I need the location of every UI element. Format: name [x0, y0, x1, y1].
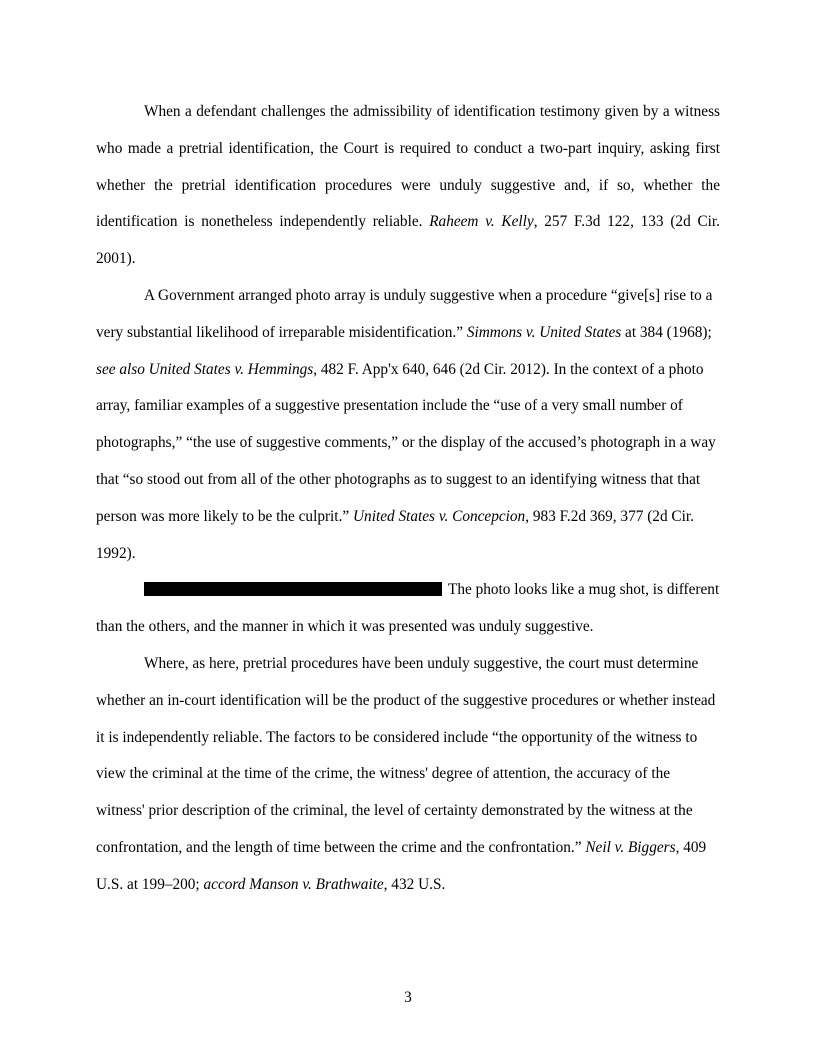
paragraph-photo-array — [96, 278, 720, 572]
case-citation-biggers: Neil v. Biggers — [585, 838, 676, 856]
case-citation-simmons: Simmons v. United States — [466, 323, 622, 341]
document-body — [96, 94, 720, 904]
redaction-bar — [144, 582, 442, 596]
paragraph-redacted-mugshot — [96, 572, 720, 646]
paragraph-text: , 482 F. App'x 640, 646 (2d Cir. 2012). In the context of a photo array, familiar examples of a suggestive presentation include the “use of a very small number of photographs,” “the use of suggestive comments,” or the display of the accused’s photograph in a way that “so stood out from all of the other photographs as to suggest to an identifying witness that that person was more likely to be the culprit.” — [96, 360, 716, 525]
case-citation-hemmings: see also United States v. Hemmings — [96, 360, 314, 378]
case-citation-manson: accord Manson v. Brathwaite — [203, 875, 384, 893]
citation-detail: , 409 U.S. at 199–200; — [96, 838, 707, 893]
page-number: 3 — [404, 989, 412, 1006]
citation-detail: , 432 U.S. — [383, 875, 446, 893]
case-citation-concepcion: United States v. Concepcion — [353, 507, 526, 525]
paragraph-identification-inquiry — [96, 94, 720, 278]
case-citation-raheem: Raheem v. Kelly — [429, 213, 534, 231]
paragraph-text: When a defendant challenges the admissibility of identification testimony given by a witness who made a pretrial identification, the Court is required to conduct a two-part inquiry, asking first whether the pretrial identification procedures were unduly suggestive and, if so, whether the identification is nonetheless independently reliable. — [96, 103, 720, 231]
citation-detail: at 384 (1968); — [621, 323, 712, 341]
paragraph-text: A Government arranged photo array is unduly suggestive when a procedure “give[s] rise to a very substantial likelihood of irreparable misidentification.” — [96, 286, 713, 341]
paragraph-reliability-factors — [96, 646, 720, 904]
citation-detail: , 983 F.2d 369, 377 (2d Cir. 1992). — [96, 507, 694, 562]
paragraph-text: Where, as here, pretrial procedures have been unduly suggestive, the court must determine whether an in-court identification will be the product of the suggestive procedures or whether instead it is independently reliable. The factors to be considered include “the opportunity of the witness to view the criminal at the time of the crime, the witness' degree of attention, the accuracy of the witness' prior description of the criminal, the level of certainty demonstrated by the witness at the confrontation, and the length of time between the crime and the confrontation.” — [96, 654, 716, 856]
paragraph-text: The photo looks like a mug shot, is different than the others, and the manner in which it was presented was unduly suggestive. — [96, 581, 720, 636]
citation-detail: , 257 F.3d 122, 133 (2d Cir. 2001). — [96, 213, 720, 268]
